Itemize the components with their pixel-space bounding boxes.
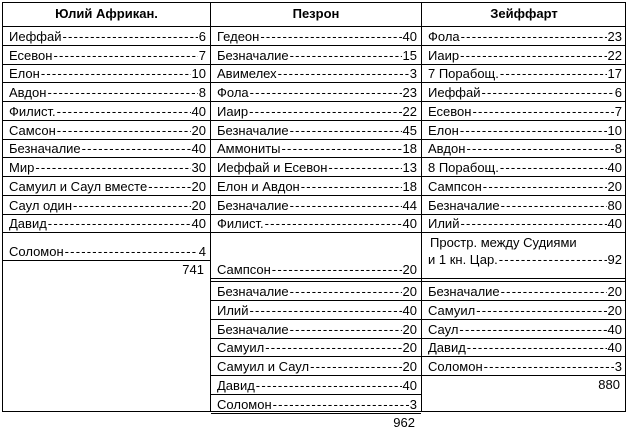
leader-dots (65, 244, 198, 259)
row-value: 92 (607, 252, 622, 268)
leader-dots (260, 29, 401, 44)
leader-dots (460, 48, 606, 63)
column-rows (3, 27, 210, 261)
leader-dots (47, 85, 197, 100)
table-row (422, 357, 626, 376)
leader-dots (82, 141, 191, 156)
row-value: 4 (198, 244, 206, 260)
leader-dots (249, 104, 401, 119)
column-rows (422, 27, 626, 279)
row-value: 8 (614, 141, 622, 157)
row-value: 40 (402, 28, 417, 44)
leader-dots (459, 322, 606, 337)
row-name: Елон (428, 122, 459, 138)
row-value: 3 (614, 359, 622, 374)
table-row (211, 357, 421, 376)
row-value: 40 (191, 103, 206, 119)
row-value: 10 (607, 122, 622, 138)
leader-dots (290, 123, 402, 138)
row-value: 20 (402, 321, 417, 337)
row-name: Фола (428, 28, 460, 44)
row-value: 20 (402, 340, 417, 356)
row-value: 40 (191, 216, 206, 232)
row-value: 17 (607, 66, 622, 82)
leader-dots (62, 29, 197, 44)
row-value: 13 (402, 160, 417, 175)
table-row (211, 301, 421, 320)
table-row (211, 282, 421, 301)
row-value: 44 (402, 197, 417, 213)
chronology-table (2, 2, 626, 430)
row-value: 23 (607, 28, 622, 44)
leader-dots (466, 141, 613, 156)
row-value: 20 (191, 197, 206, 213)
table-row (422, 339, 626, 358)
row-value: 3 (409, 66, 417, 82)
leader-dots (461, 29, 607, 44)
table-row (3, 46, 210, 65)
row-name: Соломон (428, 359, 483, 374)
row-name: 8 Порабощ. (428, 160, 499, 175)
leader-dots (290, 284, 402, 299)
leader-dots (328, 160, 401, 175)
table-row (422, 102, 626, 121)
column-total: 741 (182, 262, 204, 278)
leader-dots (273, 397, 409, 412)
row-name: Безначалие (428, 284, 500, 299)
row-name: Фола (217, 85, 249, 100)
row-value: 80 (607, 197, 622, 213)
leader-dots (499, 252, 607, 267)
row-name: Авдон (9, 85, 47, 100)
row-value: 20 (402, 262, 417, 278)
row-name: Гедеон (217, 28, 260, 44)
row-value: 20 (607, 284, 622, 299)
row-value: 40 (607, 160, 622, 175)
table-row (3, 121, 210, 140)
row-value: 22 (607, 47, 622, 63)
row-name: Авимелех (217, 66, 277, 82)
row-name: Иеффай и Есевон (217, 160, 328, 175)
row-value: 20 (402, 359, 417, 374)
table-row (211, 196, 421, 215)
row-name: Безначалие (217, 122, 289, 138)
leader-dots (500, 160, 607, 175)
row-value: 7 (614, 103, 622, 119)
leader-dots (73, 198, 191, 213)
leader-dots (256, 378, 402, 393)
table-row (3, 65, 210, 84)
table-row (211, 158, 421, 177)
table-row (422, 158, 626, 177)
column-seyffarth (421, 3, 626, 411)
table-row (3, 83, 210, 102)
row-value: 22 (402, 103, 417, 119)
row-name: Елон (9, 66, 40, 82)
leader-dots (476, 303, 606, 318)
table-row (422, 282, 626, 301)
row-name: Елон и Авдон (217, 178, 300, 194)
row-value: 20 (191, 178, 206, 194)
row-name: Иеффай (9, 28, 62, 44)
row-name: Соломон (9, 244, 64, 260)
leader-dots (57, 123, 191, 138)
leader-dots (282, 141, 402, 156)
column-header: Зейффарт (422, 3, 626, 27)
row-name: Безначалие (9, 141, 81, 157)
table-row (422, 83, 626, 102)
leader-dots (57, 104, 191, 119)
row-value: 20 (607, 178, 622, 194)
row-name: Мир (9, 160, 35, 175)
row-name: Сампсон (217, 262, 271, 278)
row-value: 40 (191, 141, 206, 157)
row-line2 (428, 252, 622, 267)
leader-dots (250, 85, 402, 100)
leader-dots (460, 123, 607, 138)
row-value: 20 (402, 284, 417, 299)
leader-dots (501, 284, 607, 299)
row-value: 18 (402, 141, 417, 157)
row-value: 40 (402, 216, 417, 232)
row-value: 30 (191, 160, 206, 175)
row-name: Аммониты (217, 141, 281, 157)
leader-dots (249, 303, 401, 318)
table-row (211, 177, 421, 196)
row-name: Есевон (428, 103, 472, 119)
row-value: 10 (191, 66, 206, 82)
table-row (3, 27, 210, 46)
table-row (3, 102, 210, 121)
row-name: Филист. (9, 103, 56, 119)
table-row (211, 140, 421, 159)
row-value: 15 (402, 47, 417, 63)
leader-dots (500, 66, 607, 81)
table-row (211, 27, 421, 46)
row-name: Саул один (9, 197, 73, 213)
row-name: Самуил и Саул (217, 359, 310, 374)
row-value: 8 (198, 85, 206, 100)
leader-dots (35, 160, 190, 175)
leader-dots (53, 48, 197, 63)
row-name: Илий (428, 216, 460, 232)
row-name: Самуил и Саул вместе (9, 178, 148, 194)
row-name-line1: Простр. между Судиями (430, 235, 577, 251)
table-row (422, 46, 626, 65)
row-name: Авдон (428, 141, 466, 157)
row-value: 7 (198, 47, 206, 63)
row-value: 40 (607, 321, 622, 337)
column-rows (211, 27, 421, 279)
table-row (211, 215, 421, 234)
row-name: Самуил (217, 340, 265, 356)
table-row (422, 121, 626, 140)
table-row (3, 215, 210, 234)
table-row (211, 233, 421, 279)
table-row (211, 46, 421, 65)
table-row (211, 320, 421, 339)
table-row (3, 158, 210, 177)
leader-dots (481, 85, 613, 100)
leader-dots (483, 179, 607, 194)
column-pezron (210, 3, 421, 430)
row-value: 6 (614, 85, 622, 100)
table-row (211, 121, 421, 140)
row-name: Соломон (217, 396, 272, 412)
leader-dots (301, 179, 402, 194)
leader-dots (290, 198, 402, 213)
leader-dots (148, 179, 190, 194)
table-row (211, 83, 421, 102)
row-name: Безначалие (217, 47, 289, 63)
table-row (211, 102, 421, 121)
row-value: 45 (402, 122, 417, 138)
row-name: Давид (217, 377, 255, 393)
row-name: Давид (9, 216, 47, 232)
table-row (422, 177, 626, 196)
row-name: Саул (428, 321, 459, 337)
row-value: 20 (607, 302, 622, 318)
table-row (422, 215, 626, 234)
row-name-line2: и 1 кн. Цар. (428, 252, 498, 268)
leader-dots (310, 359, 401, 374)
table-row (211, 65, 421, 84)
leader-dots (41, 66, 191, 81)
row-value: 18 (402, 178, 417, 194)
table-row (211, 339, 421, 358)
table-row (3, 140, 210, 159)
leader-dots (460, 216, 606, 231)
row-value: 3 (409, 396, 417, 412)
leader-dots (265, 216, 402, 231)
leader-dots (278, 66, 409, 81)
leader-dots (265, 340, 401, 355)
row-name: Иаир (217, 103, 249, 119)
table-row (422, 65, 626, 84)
table-row (3, 233, 210, 261)
leader-dots (290, 322, 402, 337)
table-row (422, 320, 626, 339)
table-row (211, 395, 421, 414)
row-value: 6 (198, 28, 206, 44)
leader-dots (472, 104, 613, 119)
column-total: 962 (393, 414, 415, 430)
table-row-multiline (422, 233, 626, 279)
table-row (422, 140, 626, 159)
row-value: 23 (402, 85, 417, 100)
column-header: Юлий Африкан. (3, 3, 210, 27)
row-name: Самуил (428, 302, 476, 318)
leader-dots (467, 340, 607, 355)
table-row (3, 177, 210, 196)
row-name: Есевон (9, 47, 53, 63)
leader-dots (484, 359, 614, 374)
row-name: Иаир (428, 47, 460, 63)
row-name: Безначалие (428, 197, 500, 213)
leader-dots (290, 48, 402, 63)
table-row (422, 27, 626, 46)
table-row (3, 196, 210, 215)
table-row (211, 376, 421, 395)
row-name: Сампсон (428, 178, 482, 194)
row-name: Безначалие (217, 197, 289, 213)
column-rows-lower (422, 281, 626, 376)
row-name: Иеффай (428, 85, 481, 100)
column-total: 880 (598, 377, 620, 392)
row-name: Илий (217, 302, 249, 318)
row-value: 40 (402, 302, 417, 318)
column-rows-lower (211, 281, 421, 413)
row-value: 40 (402, 377, 417, 393)
row-name: 7 Порабощ. (428, 66, 499, 82)
row-value: 40 (607, 340, 622, 356)
leader-dots (48, 216, 191, 231)
leader-dots (501, 198, 607, 213)
row-name: Безначалие (217, 321, 289, 337)
column-julius-africanus (3, 3, 210, 411)
leader-dots (272, 262, 402, 277)
row-value: 20 (191, 122, 206, 138)
row-value: 40 (607, 216, 622, 232)
row-name: Филист. (217, 216, 264, 232)
table-row (422, 301, 626, 320)
row-name: Безначалие (217, 284, 289, 299)
row-name: Давид (428, 340, 466, 356)
column-header: Пезрон (211, 3, 421, 27)
table-row (422, 196, 626, 215)
row-name: Самсон (9, 122, 56, 138)
